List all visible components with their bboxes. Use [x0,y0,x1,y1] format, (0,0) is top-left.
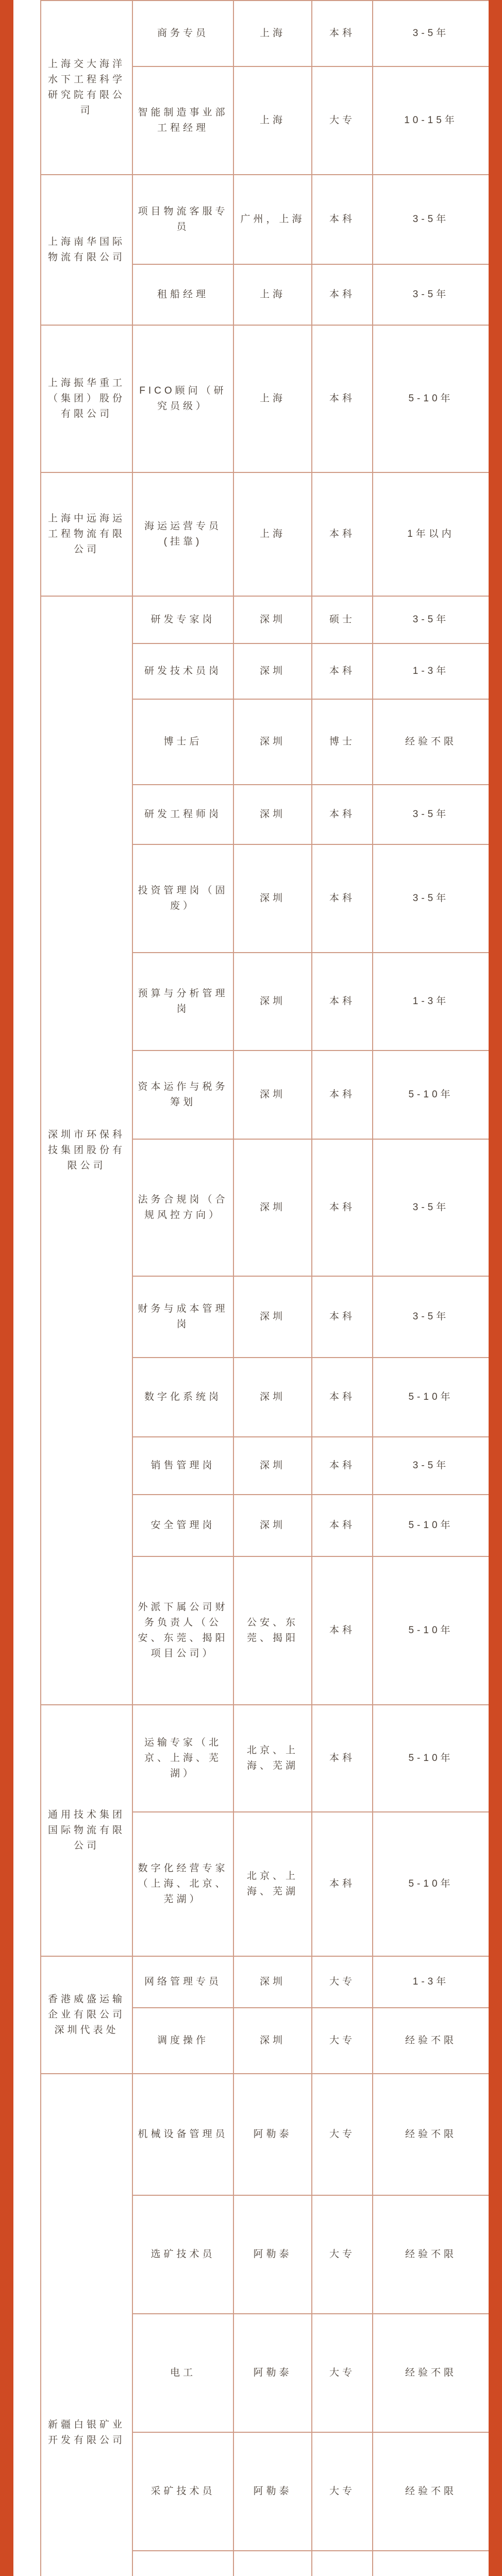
experience-cell: 5-10年 [373,1556,489,1705]
location-cell: 上海 [233,472,312,596]
experience-cell [373,2551,489,2576]
education-cell: 本科 [312,1812,373,1956]
experience-cell: 1-3年 [373,953,489,1050]
education-cell: 大专 [312,2432,373,2551]
location-cell: 上海 [233,264,312,325]
experience-cell: 10-15年 [373,66,489,175]
company-name-cell: 新疆白银矿业开发有限公司 [41,2074,132,2576]
experience-cell: 3-5年 [373,1139,489,1276]
experience-cell: 经验不限 [373,2074,489,2195]
position-cell: 预算与分析管理岗 [132,953,233,1050]
position-cell: 数字化经营专家（上海、北京、芜湖） [132,1812,233,1956]
location-cell: 北京、上海、芜湖 [233,1705,312,1812]
experience-cell: 3-5年 [373,175,489,264]
experience-cell: 经验不限 [373,2008,489,2074]
education-cell: 博士 [312,699,373,785]
company-name-cell: 香港威盛运输企业有限公司深圳代表处 [41,1956,132,2074]
location-cell: 深圳 [233,1050,312,1139]
location-cell: 深圳 [233,596,312,643]
location-cell: 阿勒泰 [233,2432,312,2551]
company-name-cell: 通用技术集团国际物流有限公司 [41,1705,132,1956]
experience-cell: 5-10年 [373,1495,489,1556]
left-decorative-border [0,0,13,2576]
education-cell: 大专 [312,66,373,175]
experience-cell: 3-5年 [373,264,489,325]
position-cell [132,2551,233,2576]
education-cell: 本科 [312,643,373,699]
table-row [41,472,489,596]
education-cell: 大专 [312,2074,373,2195]
education-cell: 大专 [312,2314,373,2432]
location-cell: 阿勒泰 [233,2074,312,2195]
education-cell: 本科 [312,953,373,1050]
position-cell: FICO顾问（研究员级） [132,325,233,472]
position-cell: 数字化系统岗 [132,1358,233,1437]
location-cell: 深圳 [233,953,312,1050]
experience-cell: 3-5年 [373,1276,489,1358]
location-cell: 阿勒泰 [233,2314,312,2432]
location-cell: 深圳 [233,1437,312,1495]
table-row [41,1956,489,2008]
education-cell: 本科 [312,1358,373,1437]
position-cell: 投资管理岗（固废） [132,844,233,953]
experience-cell: 经验不限 [373,2432,489,2551]
education-cell [312,2551,373,2576]
location-cell: 广州，上海 [233,175,312,264]
table-row [41,596,489,643]
experience-cell: 1-3年 [373,643,489,699]
position-cell: 运输专家（北京、上海、芜湖） [132,1705,233,1812]
position-cell: 海运运营专员(挂靠) [132,472,233,596]
position-cell: 研发专家岗 [132,596,233,643]
experience-cell: 5-10年 [373,1705,489,1812]
education-cell: 本科 [312,1050,373,1139]
education-cell: 本科 [312,472,373,596]
position-cell: 机械设备管理员 [132,2074,233,2195]
right-decorative-border [489,0,502,2576]
position-cell: 电工 [132,2314,233,2432]
location-cell: 深圳 [233,1956,312,2008]
location-cell: 北京、上海、芜湖 [233,1812,312,1956]
position-cell: 法务合规岗（合规风控方向） [132,1139,233,1276]
company-name-cell: 深圳市环保科技集团股份有限公司 [41,596,132,1705]
company-name-cell: 上海中远海运工程物流有限公司 [41,472,132,596]
location-cell: 深圳 [233,785,312,844]
position-cell: 选矿技术员 [132,2195,233,2314]
position-cell: 智能制造事业部工程经理 [132,66,233,175]
table-row [41,2074,489,2195]
education-cell: 本科 [312,325,373,472]
location-cell: 深圳 [233,1495,312,1556]
experience-cell: 3-5年 [373,1,489,66]
location-cell: 深圳 [233,643,312,699]
location-cell: 深圳 [233,844,312,953]
education-cell: 本科 [312,844,373,953]
position-cell: 外派下属公司财务负责人（公安、东莞、揭阳项目公司） [132,1556,233,1705]
position-cell: 项目物流客服专员 [132,175,233,264]
location-cell: 上海 [233,325,312,472]
experience-cell: 1年以内 [373,472,489,596]
company-name-cell: 上海振华重工（集团）股份有限公司 [41,325,132,472]
education-cell: 大专 [312,1956,373,2008]
education-cell: 硕士 [312,596,373,643]
education-cell: 本科 [312,1556,373,1705]
position-cell: 资本运作与税务筹划 [132,1050,233,1139]
position-cell: 财务与成本管理岗 [132,1276,233,1358]
experience-cell: 3-5年 [373,785,489,844]
position-cell: 销售管理岗 [132,1437,233,1495]
job-listings-table [40,0,490,2576]
location-cell: 阿勒泰 [233,2195,312,2314]
position-cell: 网络管理专员 [132,1956,233,2008]
education-cell: 本科 [312,1,373,66]
location-cell: 公安、东莞、揭阳 [233,1556,312,1705]
experience-cell: 5-10年 [373,1812,489,1956]
education-cell: 本科 [312,1276,373,1358]
education-cell: 本科 [312,1437,373,1495]
location-cell [233,2551,312,2576]
location-cell: 深圳 [233,2008,312,2074]
location-cell: 上海 [233,1,312,66]
education-cell: 大专 [312,2195,373,2314]
table-row [41,1,489,66]
experience-cell: 5-10年 [373,325,489,472]
experience-cell: 5-10年 [373,1050,489,1139]
location-cell: 深圳 [233,699,312,785]
position-cell: 研发技术员岗 [132,643,233,699]
position-cell: 博士后 [132,699,233,785]
education-cell: 本科 [312,175,373,264]
company-name-cell: 上海交大海洋水下工程科学研究院有限公司 [41,1,132,175]
job-listings-body [41,1,489,2576]
table-row [41,1705,489,1812]
position-cell: 研发工程师岗 [132,785,233,844]
experience-cell: 1-3年 [373,1956,489,2008]
experience-cell: 3-5年 [373,844,489,953]
location-cell: 深圳 [233,1276,312,1358]
experience-cell: 3-5年 [373,1437,489,1495]
experience-cell: 经验不限 [373,2314,489,2432]
location-cell: 上海 [233,66,312,175]
table-row [41,325,489,472]
education-cell: 大专 [312,2008,373,2074]
table-row [41,175,489,264]
position-cell: 采矿技术员 [132,2432,233,2551]
experience-cell: 经验不限 [373,2195,489,2314]
position-cell: 商务专员 [132,1,233,66]
education-cell: 本科 [312,1139,373,1276]
experience-cell: 5-10年 [373,1358,489,1437]
education-cell: 本科 [312,785,373,844]
document-paper [13,0,489,2576]
education-cell: 本科 [312,1705,373,1812]
experience-cell: 3-5年 [373,596,489,643]
location-cell: 深圳 [233,1358,312,1437]
company-name-cell: 上海南华国际物流有限公司 [41,175,132,325]
position-cell: 租船经理 [132,264,233,325]
position-cell: 调度操作 [132,2008,233,2074]
location-cell: 深圳 [233,1139,312,1276]
position-cell: 安全管理岗 [132,1495,233,1556]
education-cell: 本科 [312,264,373,325]
experience-cell: 经验不限 [373,699,489,785]
education-cell: 本科 [312,1495,373,1556]
